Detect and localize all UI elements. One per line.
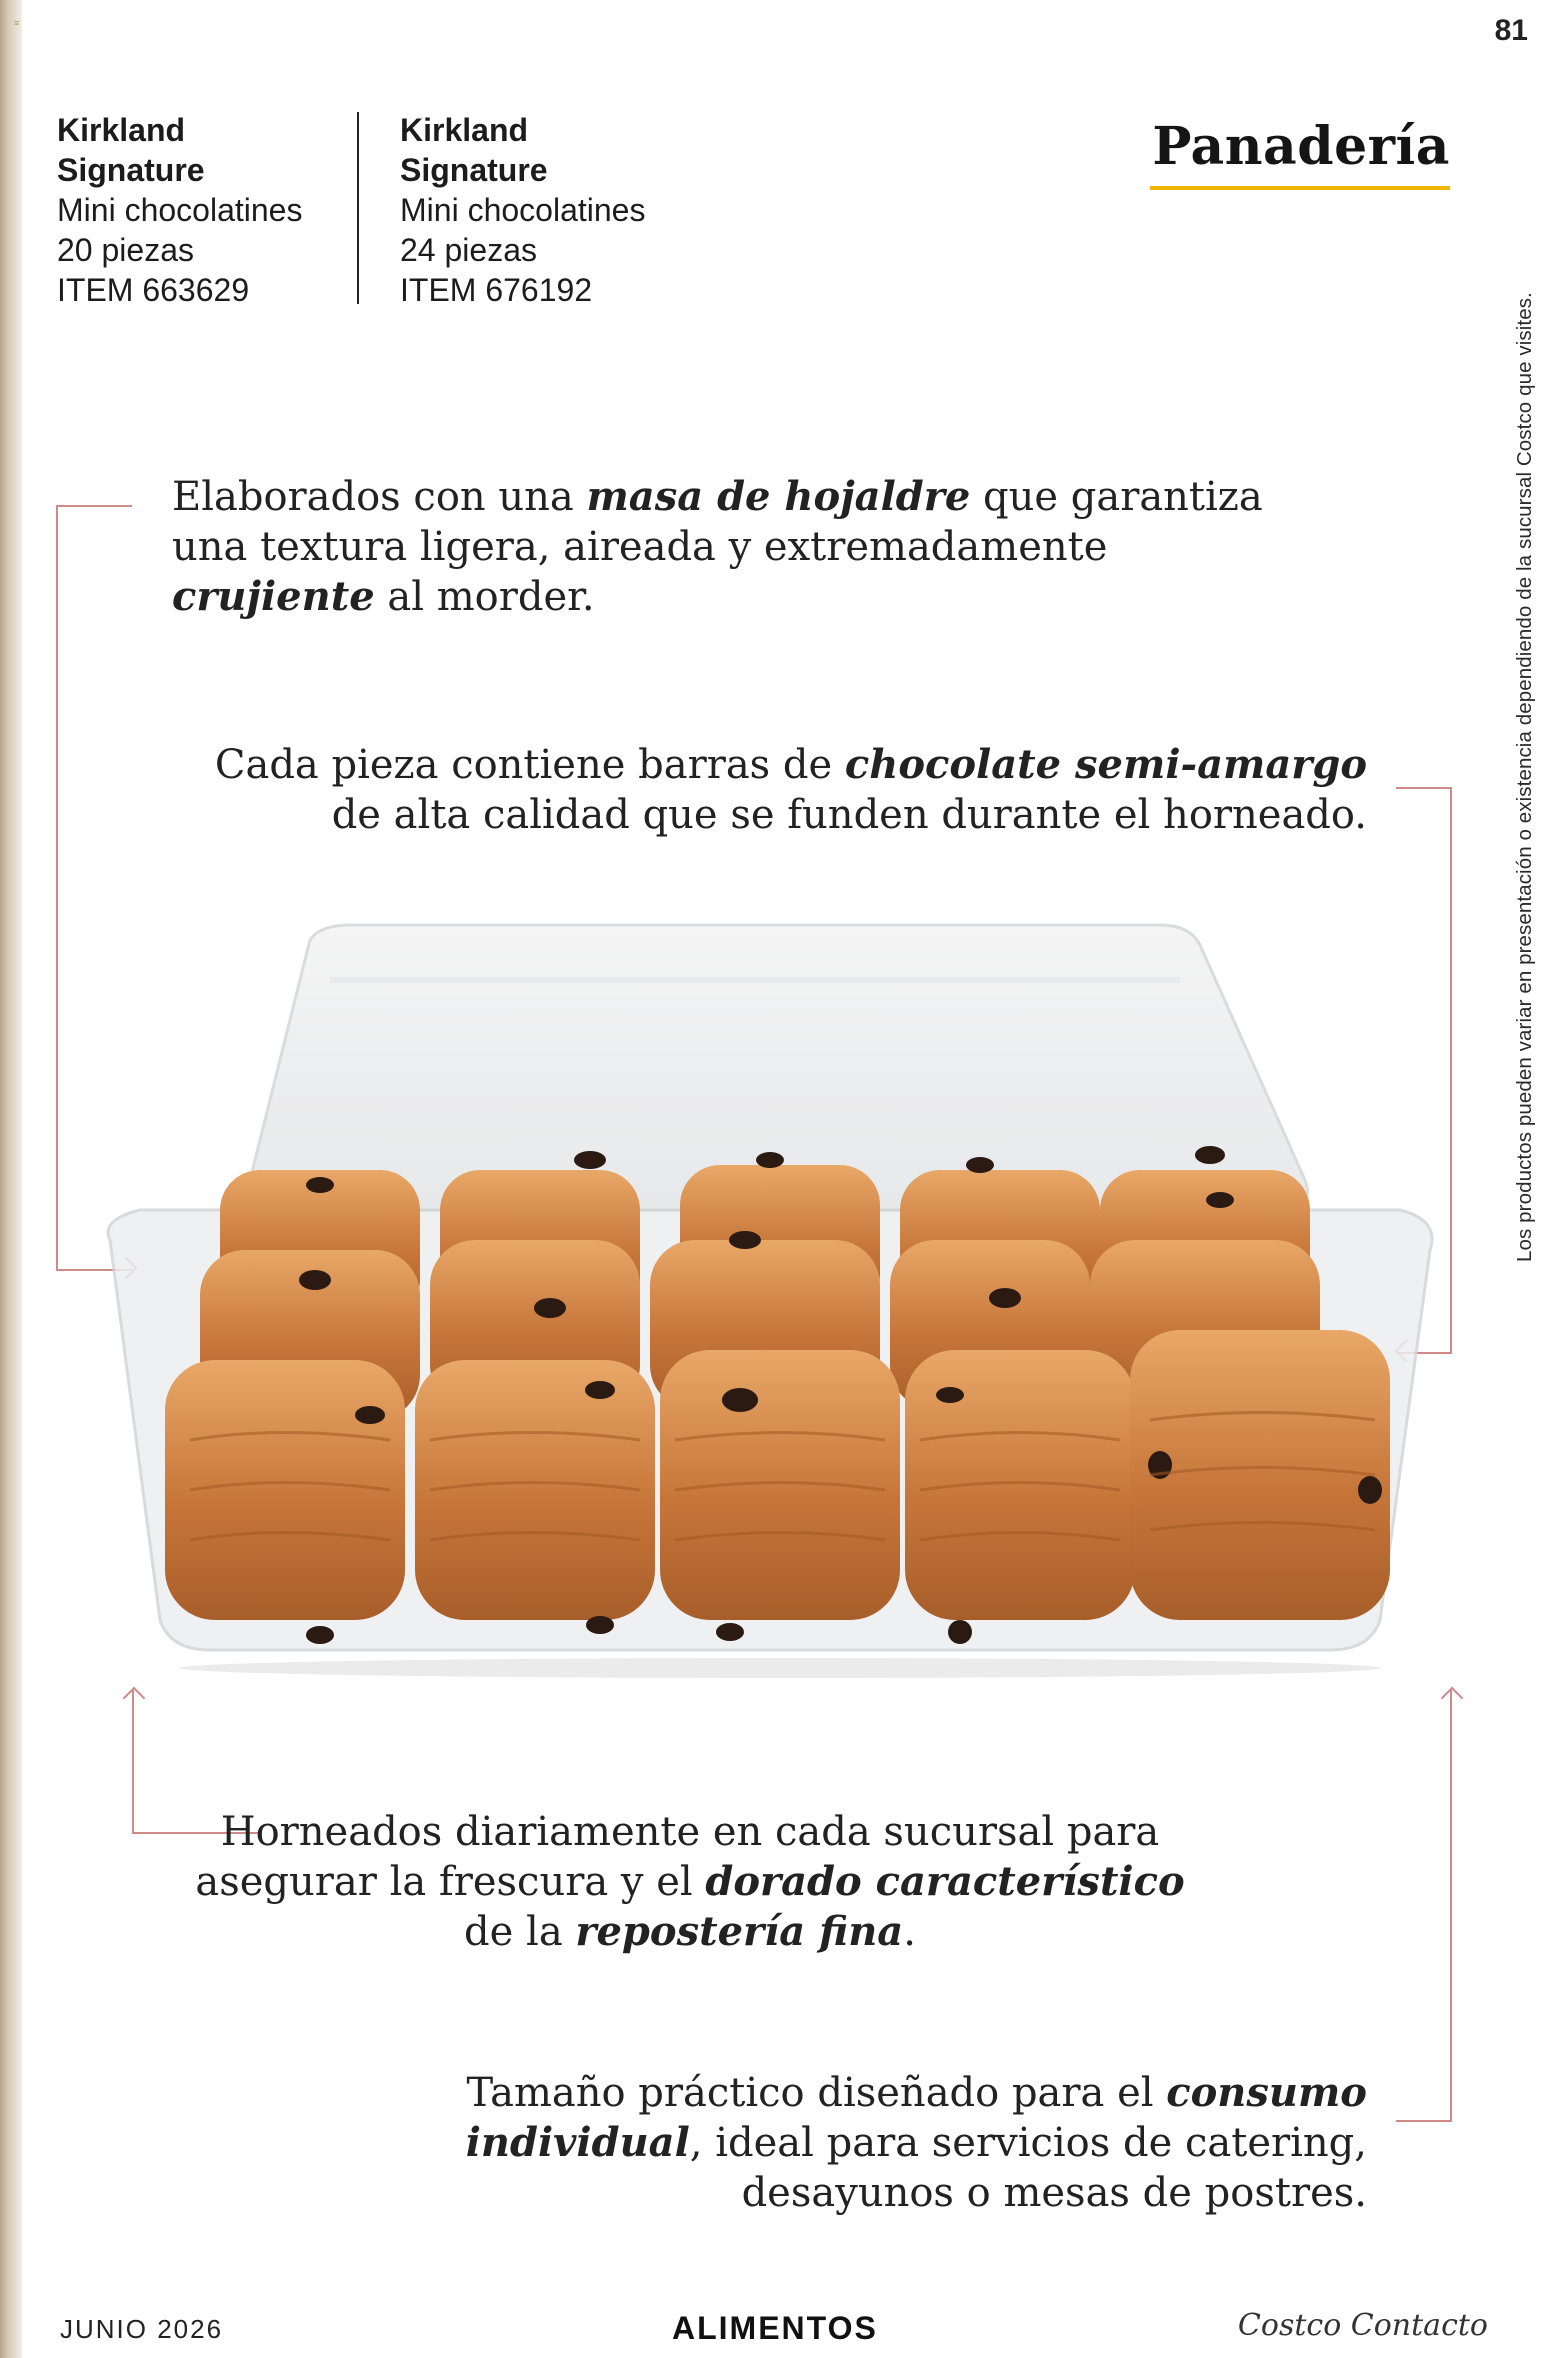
product-info-20	[57, 110, 302, 310]
copy-text: Horneados diariamente en cada sucursal para	[220, 1809, 1160, 1855]
product-name: Mini chocolatines	[57, 192, 303, 228]
product-brand-line1: Kirkland	[400, 112, 529, 148]
feature-copy-size	[466, 2068, 1367, 2218]
copy-text: de la	[464, 1909, 576, 1955]
product-item-number: ITEM 676192	[400, 272, 593, 308]
feature-copy-puff-pastry	[172, 472, 1263, 622]
copy-text: .	[903, 1909, 916, 1955]
copy-text: desayunos o mesas de postres.	[741, 2170, 1367, 2216]
copy-text: Elaborados con una	[172, 474, 587, 520]
copy-text: asegurar la frescura y el	[195, 1859, 706, 1905]
copy-text: , ideal para servicios de catering,	[689, 2120, 1367, 2166]
copy-emphasis: crujiente	[172, 573, 375, 620]
footer-date: JUNIO 2026	[60, 2314, 224, 2344]
footer-publication: Costco Contacto	[1237, 2308, 1488, 2343]
copy-text: al morder.	[374, 574, 595, 620]
copy-emphasis: dorado característico	[705, 1858, 1185, 1905]
product-brand-line2: Signature	[400, 152, 548, 188]
spine-mark-icon: ≡	[14, 18, 20, 28]
product-item-number: ITEM 663629	[57, 272, 250, 308]
section-title-underline	[1150, 186, 1450, 190]
product-count: 20 piezas	[57, 232, 194, 268]
copy-emphasis: chocolate semi-amargo	[844, 741, 1367, 788]
copy-text: Cada pieza contiene barras de	[214, 742, 845, 788]
copy-emphasis: individual	[465, 2119, 690, 2166]
footer-category: ALIMENTOS	[672, 2310, 878, 2346]
disclaimer-side-note: Los productos pueden variar en presentación o existencia dependiendo de la sucursal Costco que visites.	[1513, 292, 1536, 1262]
copy-text: que garantiza	[970, 474, 1263, 520]
feature-copy-chocolate	[215, 740, 1367, 840]
pastry-row-front	[165, 1330, 1390, 1620]
page-spine-edge	[0, 0, 22, 2358]
copy-text: Tamaño práctico diseñado para el	[466, 2070, 1167, 2116]
product-brand-line1: Kirkland	[57, 112, 186, 148]
product-count: 24 piezas	[400, 232, 537, 268]
product-name: Mini chocolatines	[400, 192, 646, 228]
photo-shadow	[180, 1658, 1380, 1678]
product-brand-line2: Signature	[57, 152, 205, 188]
copy-emphasis: repostería fina	[575, 1908, 904, 1955]
copy-text: una textura ligera, aireada y extremadamente	[172, 524, 1108, 570]
copy-emphasis: consumo	[1166, 2069, 1367, 2116]
feature-copy-baked-daily	[190, 1807, 1190, 1957]
section-title: Panadería	[1152, 116, 1450, 177]
copy-text: de alta calidad que se funden durante el horneado.	[331, 792, 1367, 838]
product-info-24	[400, 110, 645, 310]
product-divider	[357, 112, 359, 304]
page-number: 81	[1494, 14, 1528, 47]
copy-emphasis: masa de hojaldre	[586, 473, 971, 520]
callout-bracket-right-bottom	[1396, 1690, 1452, 2122]
product-photo	[80, 920, 1470, 1680]
